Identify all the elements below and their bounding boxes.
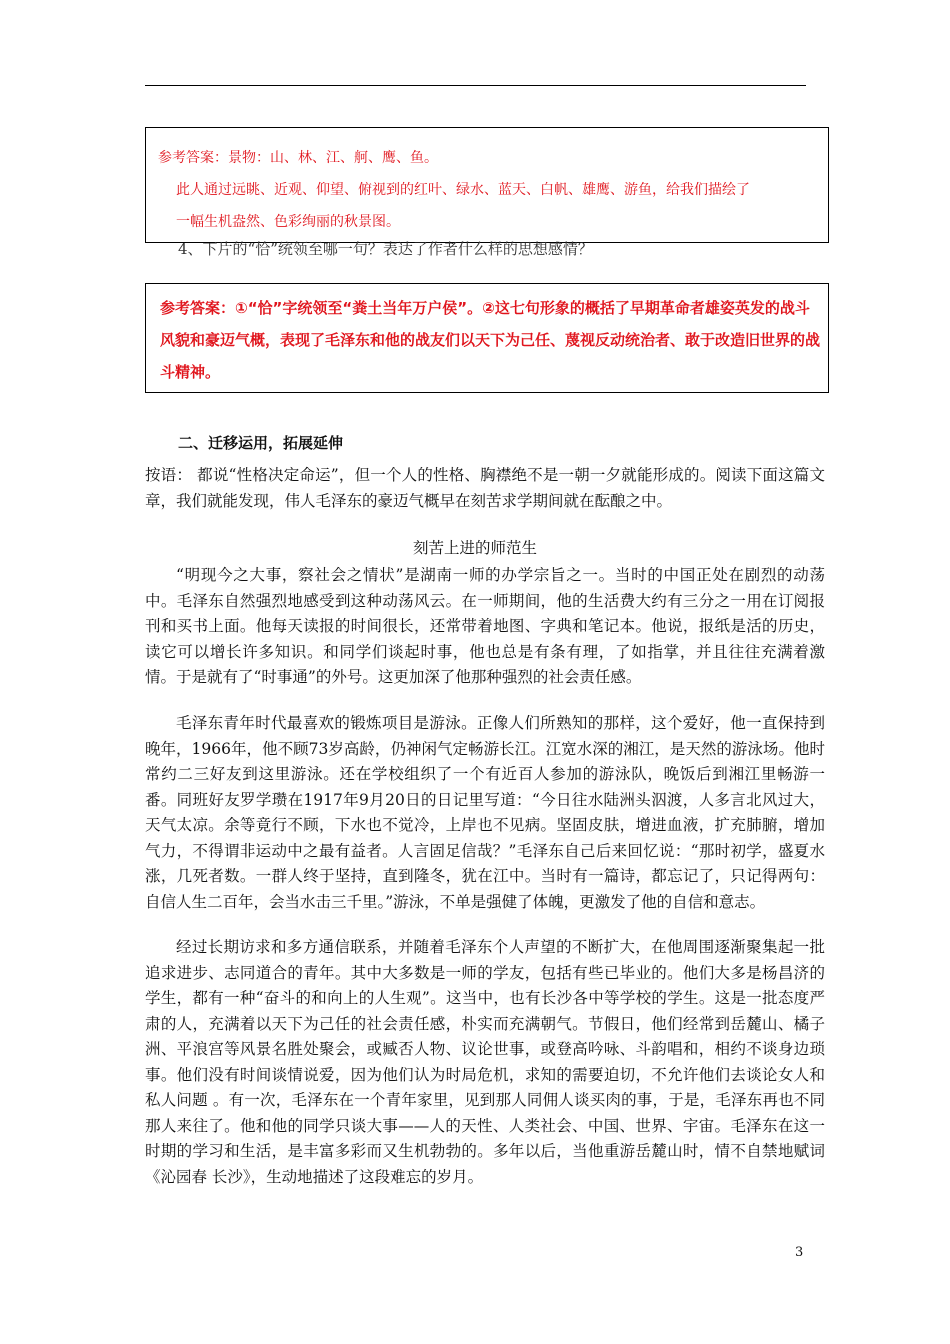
- article-paragraph-3: 经过长期访求和多方通信联系，并随着毛泽东个人声望的不断扩大，在他周围逐渐聚集起一批追求进步、志同道合的青年。其中大多数是一师的学友，包括有些已毕业的。他们大多是杨昌济的学生，都有一种“奋斗的和向上的人生观”。这当中，也有长沙各中等学校的学生。这是一批态度严肃的人，充满着以天下为己任的社会责任感，朴实而充满朝气。节假日，他们经常到岳麓山、橘子洲、平浪宫等风景名胜处聚会，或臧否人物、议论世事，或登高吟咏、斗韵唱和，相约不谈身边琐事。他们没有时间谈情说爱，因为他们认为时局危机，求知的需要迫切，不允许他们去谈论女人和私人问题 。有一次，毛泽东在一个青年家里，见到那人同佣人谈买肉的事，于是，毛泽东再也不同那人来往了。他和他的同学只谈大事——人的天性、人类社会、中国、世界、宇宙。毛泽东在这一时期的学习和生活，是丰富多彩而又生机勃勃的。多年以后，当他重游岳麓山时，情不自禁地赋词《沁园春 长沙》，生动地描述了这段难忘的岁月。: [145, 938, 825, 1186]
- header-rule: [145, 85, 806, 86]
- answer1-line3: 一幅生机盎然、色彩绚丽的秋景图。: [176, 214, 400, 230]
- article-title: 刻苦上进的师范生: [412, 539, 537, 557]
- question-4: 4、下片的“恰”统领至哪一句？表达了作者什么样的思想感情？: [178, 240, 593, 258]
- intro-paragraph: 按语： 都说“性格决定命运”，但一个人的性格、胸襟绝不是一朝一夕就能形成的。阅读下面这篇文章，我们就能发现，伟人毛泽东的豪迈气概早在刻苦求学期间就在酝酿之中。: [145, 466, 825, 510]
- page-number: 3: [795, 1245, 804, 1260]
- article-paragraph-1: “明现今之大事，察社会之情状”是湖南一师的办学宗旨之一。当时的中国正处在剧烈的动荡中。毛泽东自然强烈地感受到这种动荡风云。在一师期间，他的生活费大约有三分之一用在订阅报刊和买书上面。他每天读报的时间很长，还常带着地图、字典和笔记本。他说，报纸是活的历史，读它可以增长许多知识。和同学们谈起时事，他也总是有条有理，了如指掌，并且往往充满着激情。于是就有了“时事通”的外号。这更加深了他那种强烈的社会责任感。: [145, 566, 825, 686]
- answer1-line2: 此人通过远眺、近观、仰望、俯视到的红叶、绿水、蓝天、白帆、雄鹰、游鱼，给我们描绘了: [176, 182, 750, 198]
- section-heading: 二、迁移运用，拓展延伸: [178, 434, 344, 452]
- article-paragraph-2: 毛泽东青年时代最喜欢的锻炼项目是游泳。正像人们所熟知的那样，这个爱好，他一直保持到晚年，1966年，他不顾73岁高龄，仍神闲气定畅游长江。江宽水深的湘江，是天然的游泳场。他时常约二三好友到这里游泳。还在学校组织了一个有近百人参加的游泳队，晚饭后到湘江里畅游一番。同班好友罗学瓒在1917年9月20日的日记里写道：“今日往水陆洲头泅渡，人多言北风过大，天气太凉。余等竟行不顾，下水也不觉冷，上岸也不见病。坚固皮肤，增进血液，扩充肺腑，增加气力，不得谓非运动中之最有益者。人言固足信哉？”毛泽东自己后来回忆说：“那时初学，盛夏水涨，几死者数。一群人终于坚持，直到隆冬，犹在江中。当时有一篇诗，都忘记了，只记得两句：自信人生二百年，会当水击三千里。”游泳，不单是强健了体魄，更激发了他的自信和意志。: [145, 714, 825, 911]
- answer1-line1: 参考答案：景物：山、林、江、舸、鹰、鱼。: [158, 150, 438, 166]
- answer2-text: 参考答案：①“恰”字统领至“粪土当年万户侯”。②这七句形象的概括了早期革命者雄姿英发的战斗风貌和豪迈气概，表现了毛泽东和他的战友们以天下为己任、蔑视反动统治者、敢于改造旧世界的战斗精神。: [160, 299, 821, 381]
